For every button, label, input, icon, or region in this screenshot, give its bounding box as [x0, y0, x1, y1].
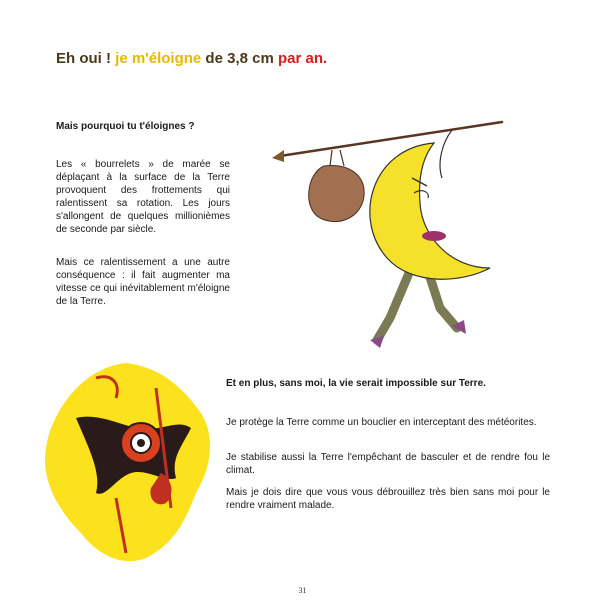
warrior-illustration [36, 358, 221, 568]
section-1-paragraph-1: Les « bourrelets » de marée se déplaçant à la surface de la Terre provoquent des frottements qui ralentissent sa rotation. Les jours s'allongent de quelques millionièmes de seconde par siècle. [56, 159, 230, 235]
section-2-paragraph-2: Je stabilise aussi la Terre l'empêchant de basculer et de rendre fou le climat. [226, 452, 550, 476]
title-part-4: par an. [277, 50, 328, 67]
section-2-paragraph-3: Mais je dois dire que vous vous débrouillez très bien sans moi pour le rendre vraiment malade. [226, 487, 550, 511]
section-1-heading: Mais pourquoi tu t'éloignes ? [56, 121, 195, 132]
section-2-heading: Et en plus, sans moi, la vie serait impossible sur Terre. [226, 378, 486, 389]
section-2-paragraph-1: Je protège la Terre comme un bouclier en interceptant des météorites. [226, 417, 537, 428]
page-number: 31 [298, 586, 307, 595]
page-title [56, 50, 327, 67]
moon-crescent [370, 143, 490, 279]
moon-illustration [262, 108, 562, 358]
title-part-2: je m'éloigne [115, 50, 202, 67]
title-part-1: Eh oui ! [56, 50, 116, 67]
title-part-3: de 3,8 cm [201, 50, 278, 67]
section-1-paragraph-2: Mais ce ralentissement a une autre conséquence : il fait augmenter ma vitesse ce qui inévitablement m'éloigne de la Terre. [56, 257, 230, 307]
